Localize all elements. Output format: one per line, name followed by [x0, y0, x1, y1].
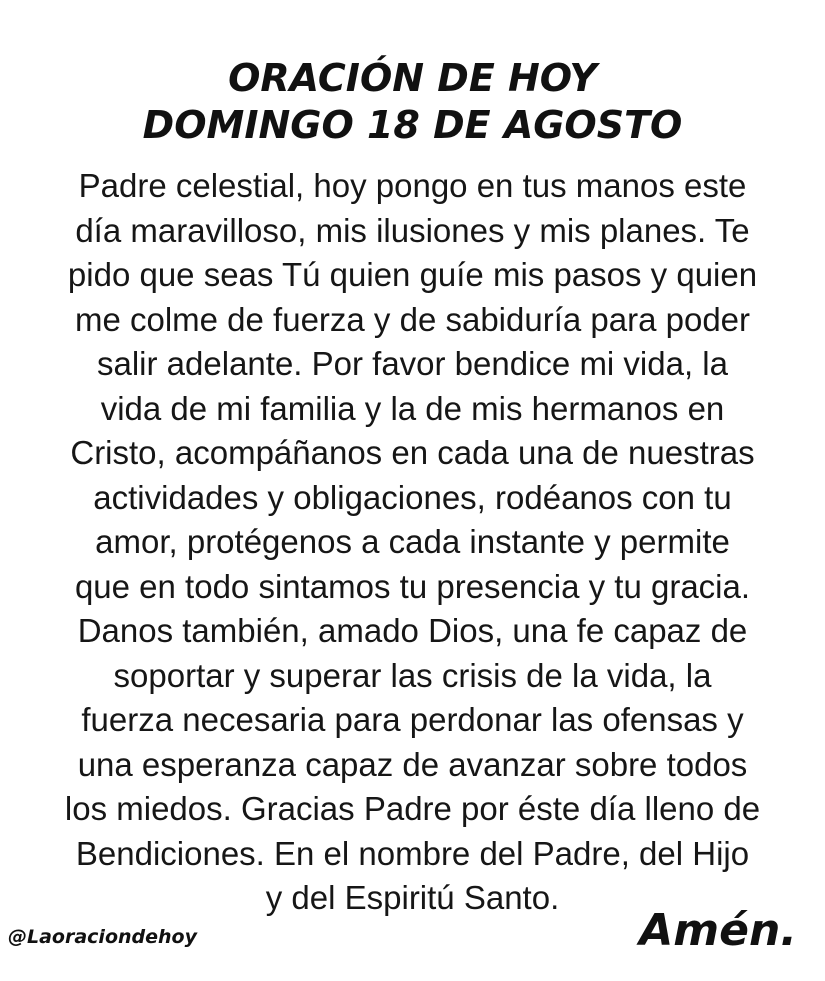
prayer-line: me colme de fuerza y de sabiduría para poder	[74, 300, 751, 338]
title-line-2: DOMINGO 18 DE AGOSTO	[142, 103, 683, 147]
title-line-1: ORACIÓN DE HOY	[228, 56, 597, 100]
prayer-line: Danos también, amado Dios, una fe capaz de	[77, 612, 748, 649]
prayer-line: que en todo sintamos tu presencia y tu gracia.	[74, 567, 751, 605]
prayer-line: amor, protégenos a cada instante y permite	[95, 523, 730, 560]
prayer-line: fuerza necesaria para perdonar las ofensas y	[81, 701, 744, 738]
social-handle: @Laoraciondehoy	[8, 926, 197, 948]
closing-word: Amén.	[639, 905, 797, 956]
prayer-text	[0, 164, 825, 921]
prayer-line: Padre celestial, hoy pongo en tus manos este	[78, 167, 747, 204]
prayer-line: pido que seas Tú quien guíe mis pasos y quien	[67, 256, 758, 293]
prayer-line: Cristo, acompáñanos en cada una de nuestras	[70, 434, 755, 471]
prayer-line: Bendiciones. En el nombre del Padre, del Hijo	[75, 834, 750, 872]
prayer-line: soportar y superar las crisis de la vida, la	[113, 656, 712, 694]
prayer-line: y del Espiritú Santo.	[265, 879, 560, 916]
prayer-line: actividades y obligaciones, rodéanos con tu	[93, 478, 732, 516]
prayer-line: los miedos. Gracias Padre por éste día lleno de	[64, 790, 761, 827]
prayer-line: vida de mi familia y la de mis hermanos en	[100, 389, 725, 427]
prayer-line: día maravilloso, mis ilusiones y mis planes. Te	[75, 211, 750, 249]
prayer-line: una esperanza capaz de avanzar sobre todos	[77, 745, 748, 783]
prayer-line: salir adelante. Por favor bendice mi vida, la	[97, 345, 728, 382]
